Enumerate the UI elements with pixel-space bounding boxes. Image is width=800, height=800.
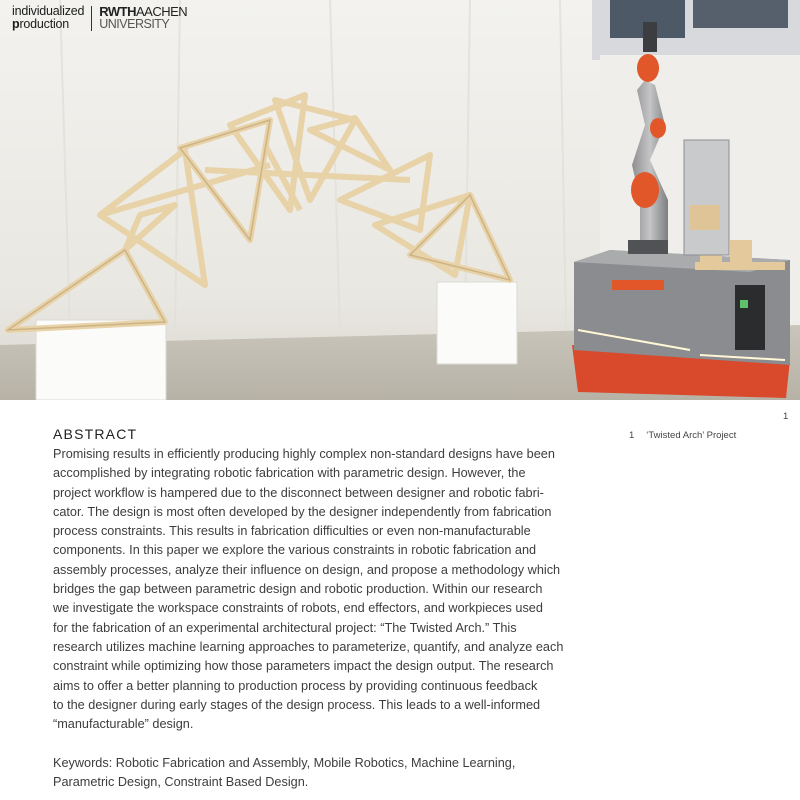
caption-number: 1 [629,430,635,441]
right-pedestal [437,282,517,364]
logo-line-2-rest: roduction [19,17,70,31]
abstract-line: “manufacturable” design. [53,717,194,732]
abstract-line: Promising results in efficiently producing highly complex non-standard designs have been [53,447,555,461]
keywords-line: Parametric Design, Constraint Based Design. [53,775,309,790]
robot-brand-label: KUKA [613,280,642,291]
abstract-heading: ABSTRACT [53,426,138,442]
left-pedestal [36,320,166,400]
logo-line-1: individualized [12,4,85,18]
abstract-line: cator. The design is most often developed by the designer independently from fabrication [53,504,552,519]
abstract-line: components. In this paper we explore the various constraints in robotic fabrication and [53,543,537,558]
abstract-body [53,445,613,734]
abstract-line: for the fabrication of an experimental architectural project: “The Twisted Arch.” This [53,620,517,635]
abstract-line: assembly processes, analyze their influence on design, and propose a methodology which [53,562,561,577]
university-text: UNIVERSITY [99,17,170,31]
aachen-text: AACHEN [136,4,188,19]
figure-number: 1 [783,411,789,422]
figure-caption [629,430,736,441]
abstract-line: research utilizes machine learning approaches to parameterize, quantify, and analyze each [53,639,564,654]
individualized-production-logo [12,5,84,31]
caption-text: ‘Twisted Arch’ Project [646,430,737,441]
rwth-aachen-logo [99,6,187,30]
abstract-line: bridges the gap between parametric design and robotic production. Within our research [53,582,543,597]
abstract-line: project workflow is hampered due to the disconnect between designer and robotic fabri- [53,485,544,500]
rwth-text: RWTH [99,4,137,19]
logo-line-2-bold: p [12,17,20,31]
keywords-line: Keywords: Robotic Fabrication and Assembly, Mobile Robotics, Machine Learning, [53,756,516,770]
abstract-line: we investigate the workspace constraints of robots, end effectors, and workpieces used [53,601,543,616]
logo-divider [91,6,92,31]
abstract-line: aims to offer a better planning to production process by providing continuous feedback [53,678,538,693]
logo [12,4,187,32]
abstract-line: constraint while optimizing how those parameters impact the design output. The research [53,659,554,674]
abstract-line: to the designer during early stages of the design process. This leads to a well-informed [53,697,541,712]
keywords [53,754,613,793]
abstract-line: accomplished by integrating robotic fabrication with parametric design. However, the [53,466,526,481]
abstract-line: process constraints. This results in fabrication difficulties or even non-manufacturable [53,524,531,539]
